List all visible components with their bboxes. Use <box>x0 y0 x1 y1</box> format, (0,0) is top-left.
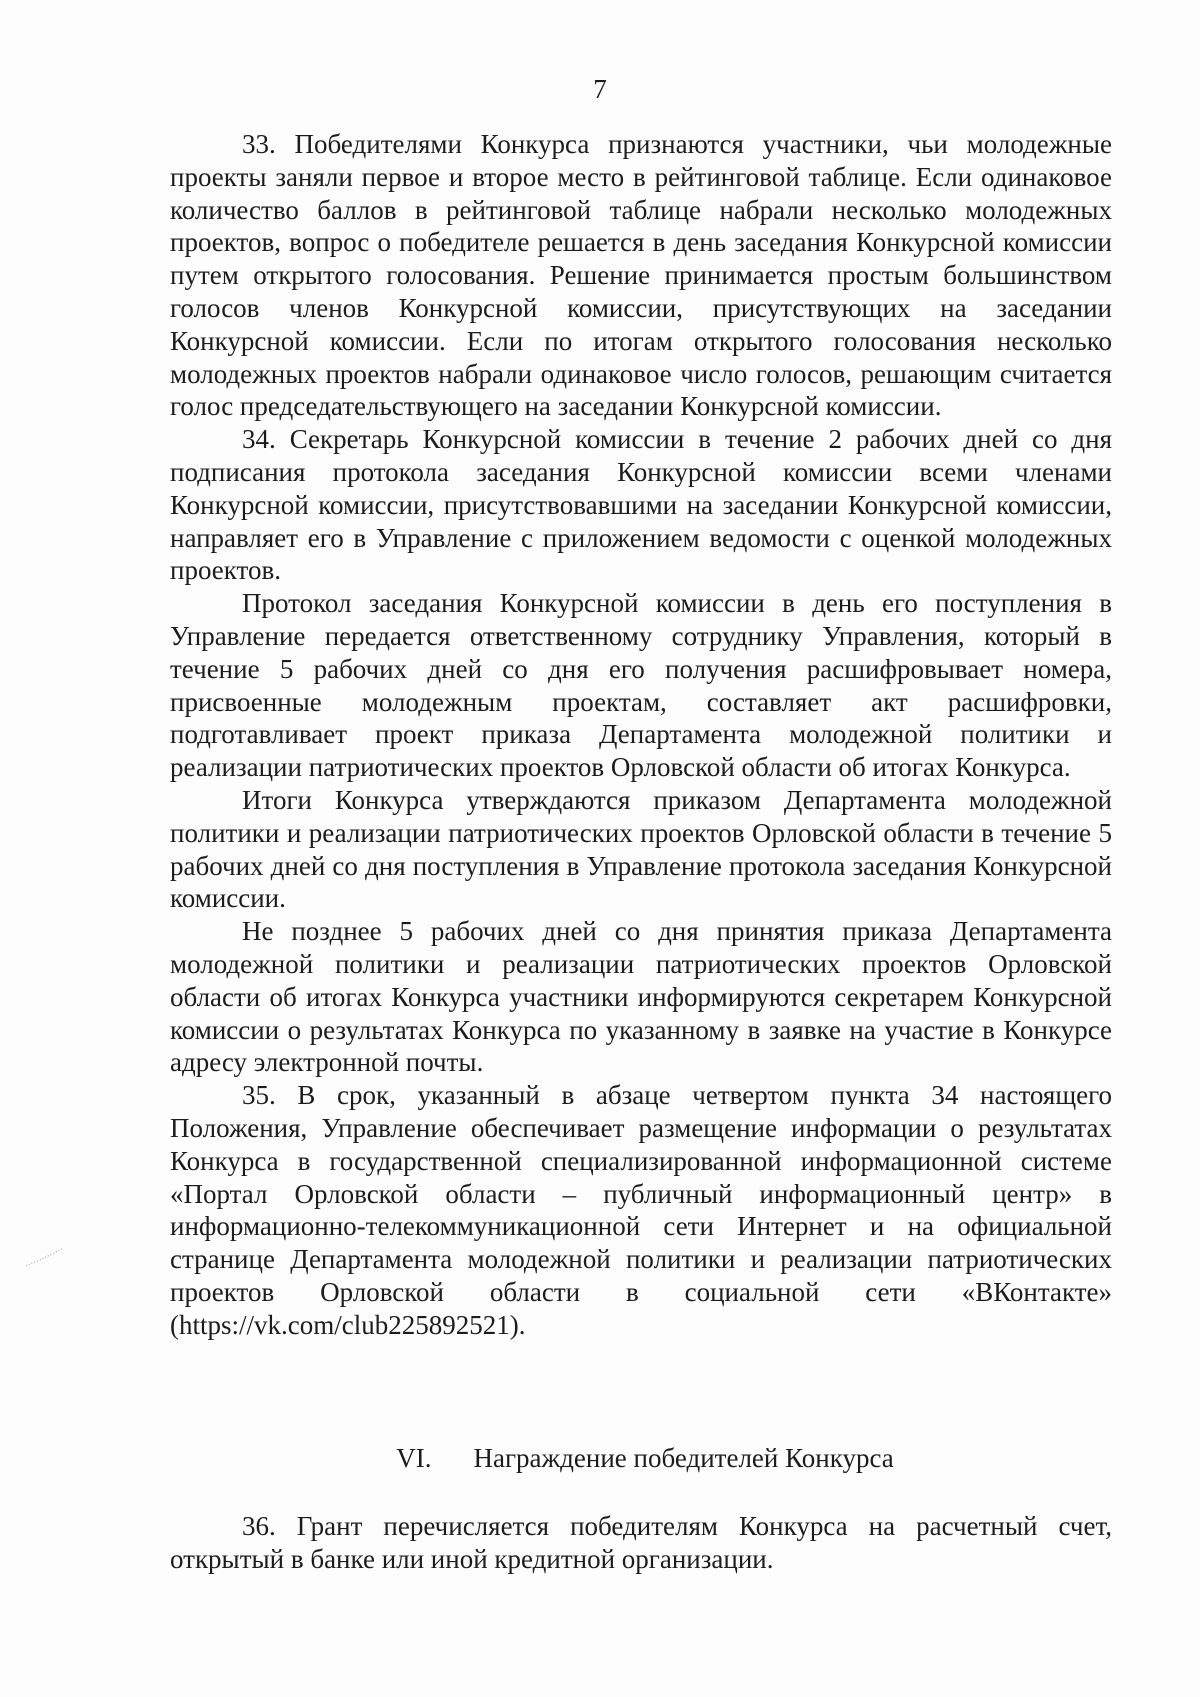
paragraph-34-protocol: Протокол заседания Конкурсной комиссии в день его поступления в Управление передается ответственному сотруднику Управления, который в течение 5 рабочих дней со дня его получения расшифровывает номера, присвоенные молодежным проектам, составляет акт расшифровки, подготавливает проект приказа Департамента молодежной политики и реализации патриотических проектов Орловской области об итогах Конкурса. <box>170 588 1112 783</box>
paragraph-34-notification: Не позднее 5 рабочих дней со дня принятия приказа Департамента молодежной политики и реализации патриотических проектов Орловской области об итогах Конкурса участники информируются секретарем Конкурсной комиссии о результатах Конкурса по указанному в заявке на участие в Конкурсе адресу электронной почты. <box>170 916 1112 1078</box>
document-body <box>170 128 1112 1341</box>
page-number: 7 <box>593 74 607 104</box>
paragraph-34-results: Итоги Конкурса утверждаются приказом Департамента молодежной политики и реализации патриотических проектов Орловской области в течение 5 рабочих дней со дня поступления в Управление протокола заседания Конкурсной комиссии. <box>170 784 1112 914</box>
section-title: Награждение победителей Конкурса <box>473 1443 894 1473</box>
paragraph-33: 33. Победителями Конкурса признаются участники, чьи молодежные проекты заняли первое и второе место в рейтинговой таблице. Если одинаковое количество баллов в рейтинговой таблице набрали несколько молодежных проектов, вопрос о победителе решается в день заседания Конкурсной комиссии путем открытого голосования. Решение принимается простым большинством голосов членов Конкурсной комиссии, присутствующих на заседании Конкурсной комиссии. Если по итогам открытого голосования несколько молодежных проектов набрали одинаковое число голосов, решающим считается голос председательствующего на заседании Конкурсной комиссии. <box>170 129 1112 422</box>
paragraph-35: 35. В срок, указанный в абзаце четвертом пункта 34 настоящего Положения, Управление обеспечивает размещение информации о результатах Конкурса в государственной специализированной информационной системе «Портал Орловской области – публичный информационный центр» в информационно-телекоммуникационной сети Интернет и на официальной странице Департамента молодежной политики и реализации патриотических проектов Орловской области в социальной сети «ВКонтакте» (https://vk.com/club225892521). <box>170 1080 1112 1340</box>
document-body-section-6 <box>170 1510 1112 1576</box>
section-heading <box>0 1441 1200 1475</box>
paragraph-34: 34. Секретарь Конкурсной комиссии в течение 2 рабочих дней со дня подписания протокола заседания Конкурсной комиссии всеми членами Конкурсной комиссии, присутствовавшими на заседании Конкурсной комиссии, направляет его в Управление с приложением ведомости с оценкой молодежных проектов. <box>170 424 1112 586</box>
scan-artifact <box>24 1246 64 1270</box>
paragraph-36: 36. Грант перечисляется победителям Конкурса на расчетный счет, открытый в банке или иной кредитной организации. <box>170 1511 1112 1574</box>
section-number: VI. <box>396 1443 432 1473</box>
